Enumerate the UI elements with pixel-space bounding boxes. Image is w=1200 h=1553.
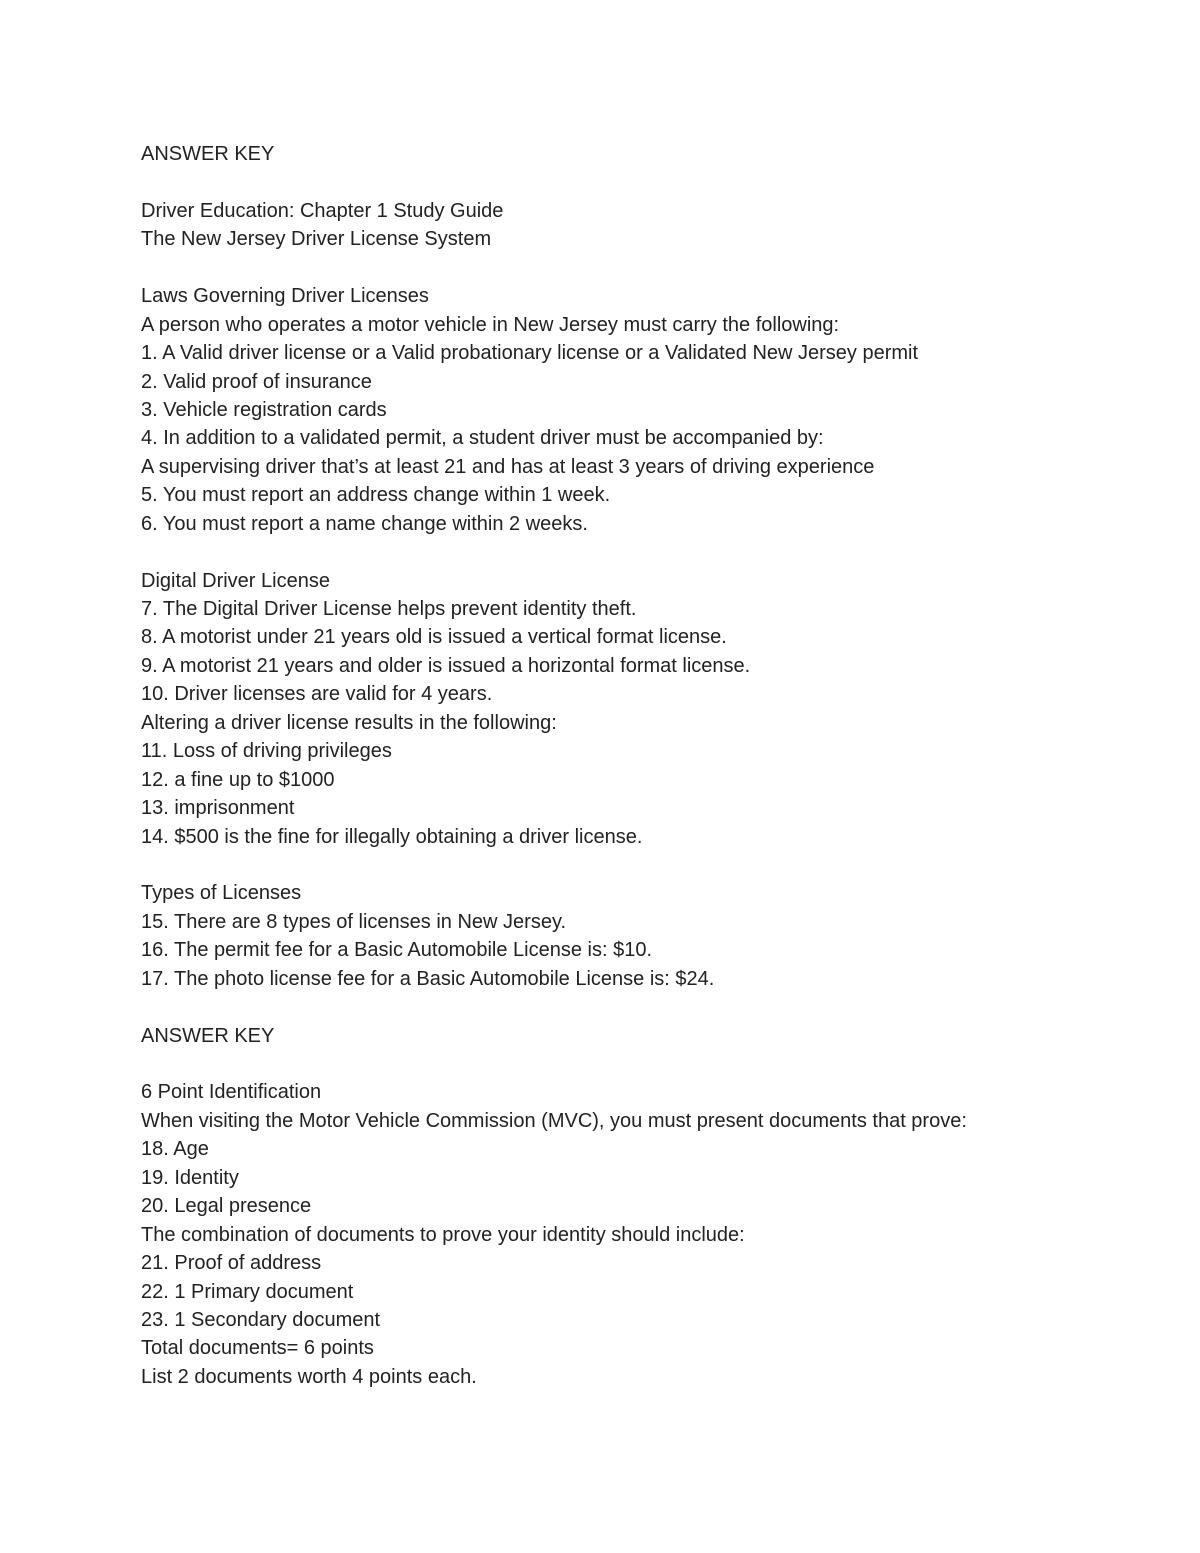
spacer [141, 993, 1141, 1021]
text-line: When visiting the Motor Vehicle Commission (MVC), you must present documents that prove: [141, 1109, 967, 1132]
document-page [141, 140, 1141, 1391]
text-line: A supervising driver that’s at least 21 and has at least 3 years of driving experience [141, 455, 875, 478]
answer-item: 12. a fine up to $1000 [141, 768, 335, 791]
answer-item: 15. There are 8 types of licenses in New Jersey. [141, 910, 567, 933]
section-heading-laws: Laws Governing Driver Licenses [141, 285, 429, 308]
spacer [141, 1050, 1141, 1078]
answer-item: 7. The Digital Driver License helps prevent identity theft. [141, 598, 637, 620]
spacer [141, 538, 1141, 566]
answer-item: 23. 1 Secondary document [141, 1308, 381, 1331]
answer-item: 4. In addition to a validated permit, a student driver must be accompanied by: [141, 427, 824, 450]
answer-item: 22. 1 Primary document [141, 1280, 354, 1303]
spacer [141, 168, 1141, 196]
answer-item: 3. Vehicle registration cards [141, 398, 387, 421]
answer-item: 16. The permit fee for a Basic Automobile License is: $10. [141, 939, 653, 962]
spacer [141, 851, 1141, 879]
answer-item: 2. Valid proof of insurance [141, 370, 372, 393]
answer-item: 9. A motorist 21 years and older is issued a horizontal format license. [141, 654, 751, 677]
section-heading-six-point-id: 6 Point Identification [141, 1081, 322, 1104]
text-line: A person who operates a motor vehicle in New Jersey must carry the following: [141, 313, 840, 336]
text-line: List 2 documents worth 4 points each. [141, 1365, 477, 1388]
answer-item: 13. imprisonment [141, 797, 295, 820]
section-heading-digital-license: Digital Driver License [141, 569, 330, 592]
answer-item: 8. A motorist under 21 years old is issued a vertical format license. [141, 626, 727, 649]
spacer [141, 254, 1141, 282]
answer-item: 11. Loss of driving privileges [141, 740, 392, 763]
answer-item: 10. Driver licenses are valid for 4 years. [141, 683, 493, 706]
document-subtitle: The New Jersey Driver License System [141, 228, 492, 251]
answer-item: 19. Identity [141, 1166, 239, 1189]
answer-item: 21. Proof of address [141, 1252, 322, 1275]
answer-item: 5. You must report an address change within 1 week. [141, 484, 611, 507]
answer-item: 1. A Valid driver license or a Valid probationary license or a Validated New Jersey permit [141, 342, 919, 365]
answer-item: 17. The photo license fee for a Basic Automobile License is: $24. [141, 967, 715, 990]
answer-item: 18. Age [141, 1138, 209, 1161]
answer-item: 14. $500 is the fine for illegally obtaining a driver license. [141, 825, 643, 848]
answer-key-heading: ANSWER KEY [141, 143, 275, 165]
answer-key-heading: ANSWER KEY [141, 1024, 275, 1047]
text-line: Total documents= 6 points [141, 1337, 374, 1360]
section-heading-license-types: Types of Licenses [141, 882, 302, 905]
answer-item: 20. Legal presence [141, 1195, 312, 1218]
text-line: The combination of documents to prove your identity should include: [141, 1223, 745, 1246]
text-line: Altering a driver license results in the following: [141, 711, 557, 734]
document-title: Driver Education: Chapter 1 Study Guide [141, 199, 504, 222]
answer-item: 6. You must report a name change within 2 weeks. [141, 512, 588, 535]
